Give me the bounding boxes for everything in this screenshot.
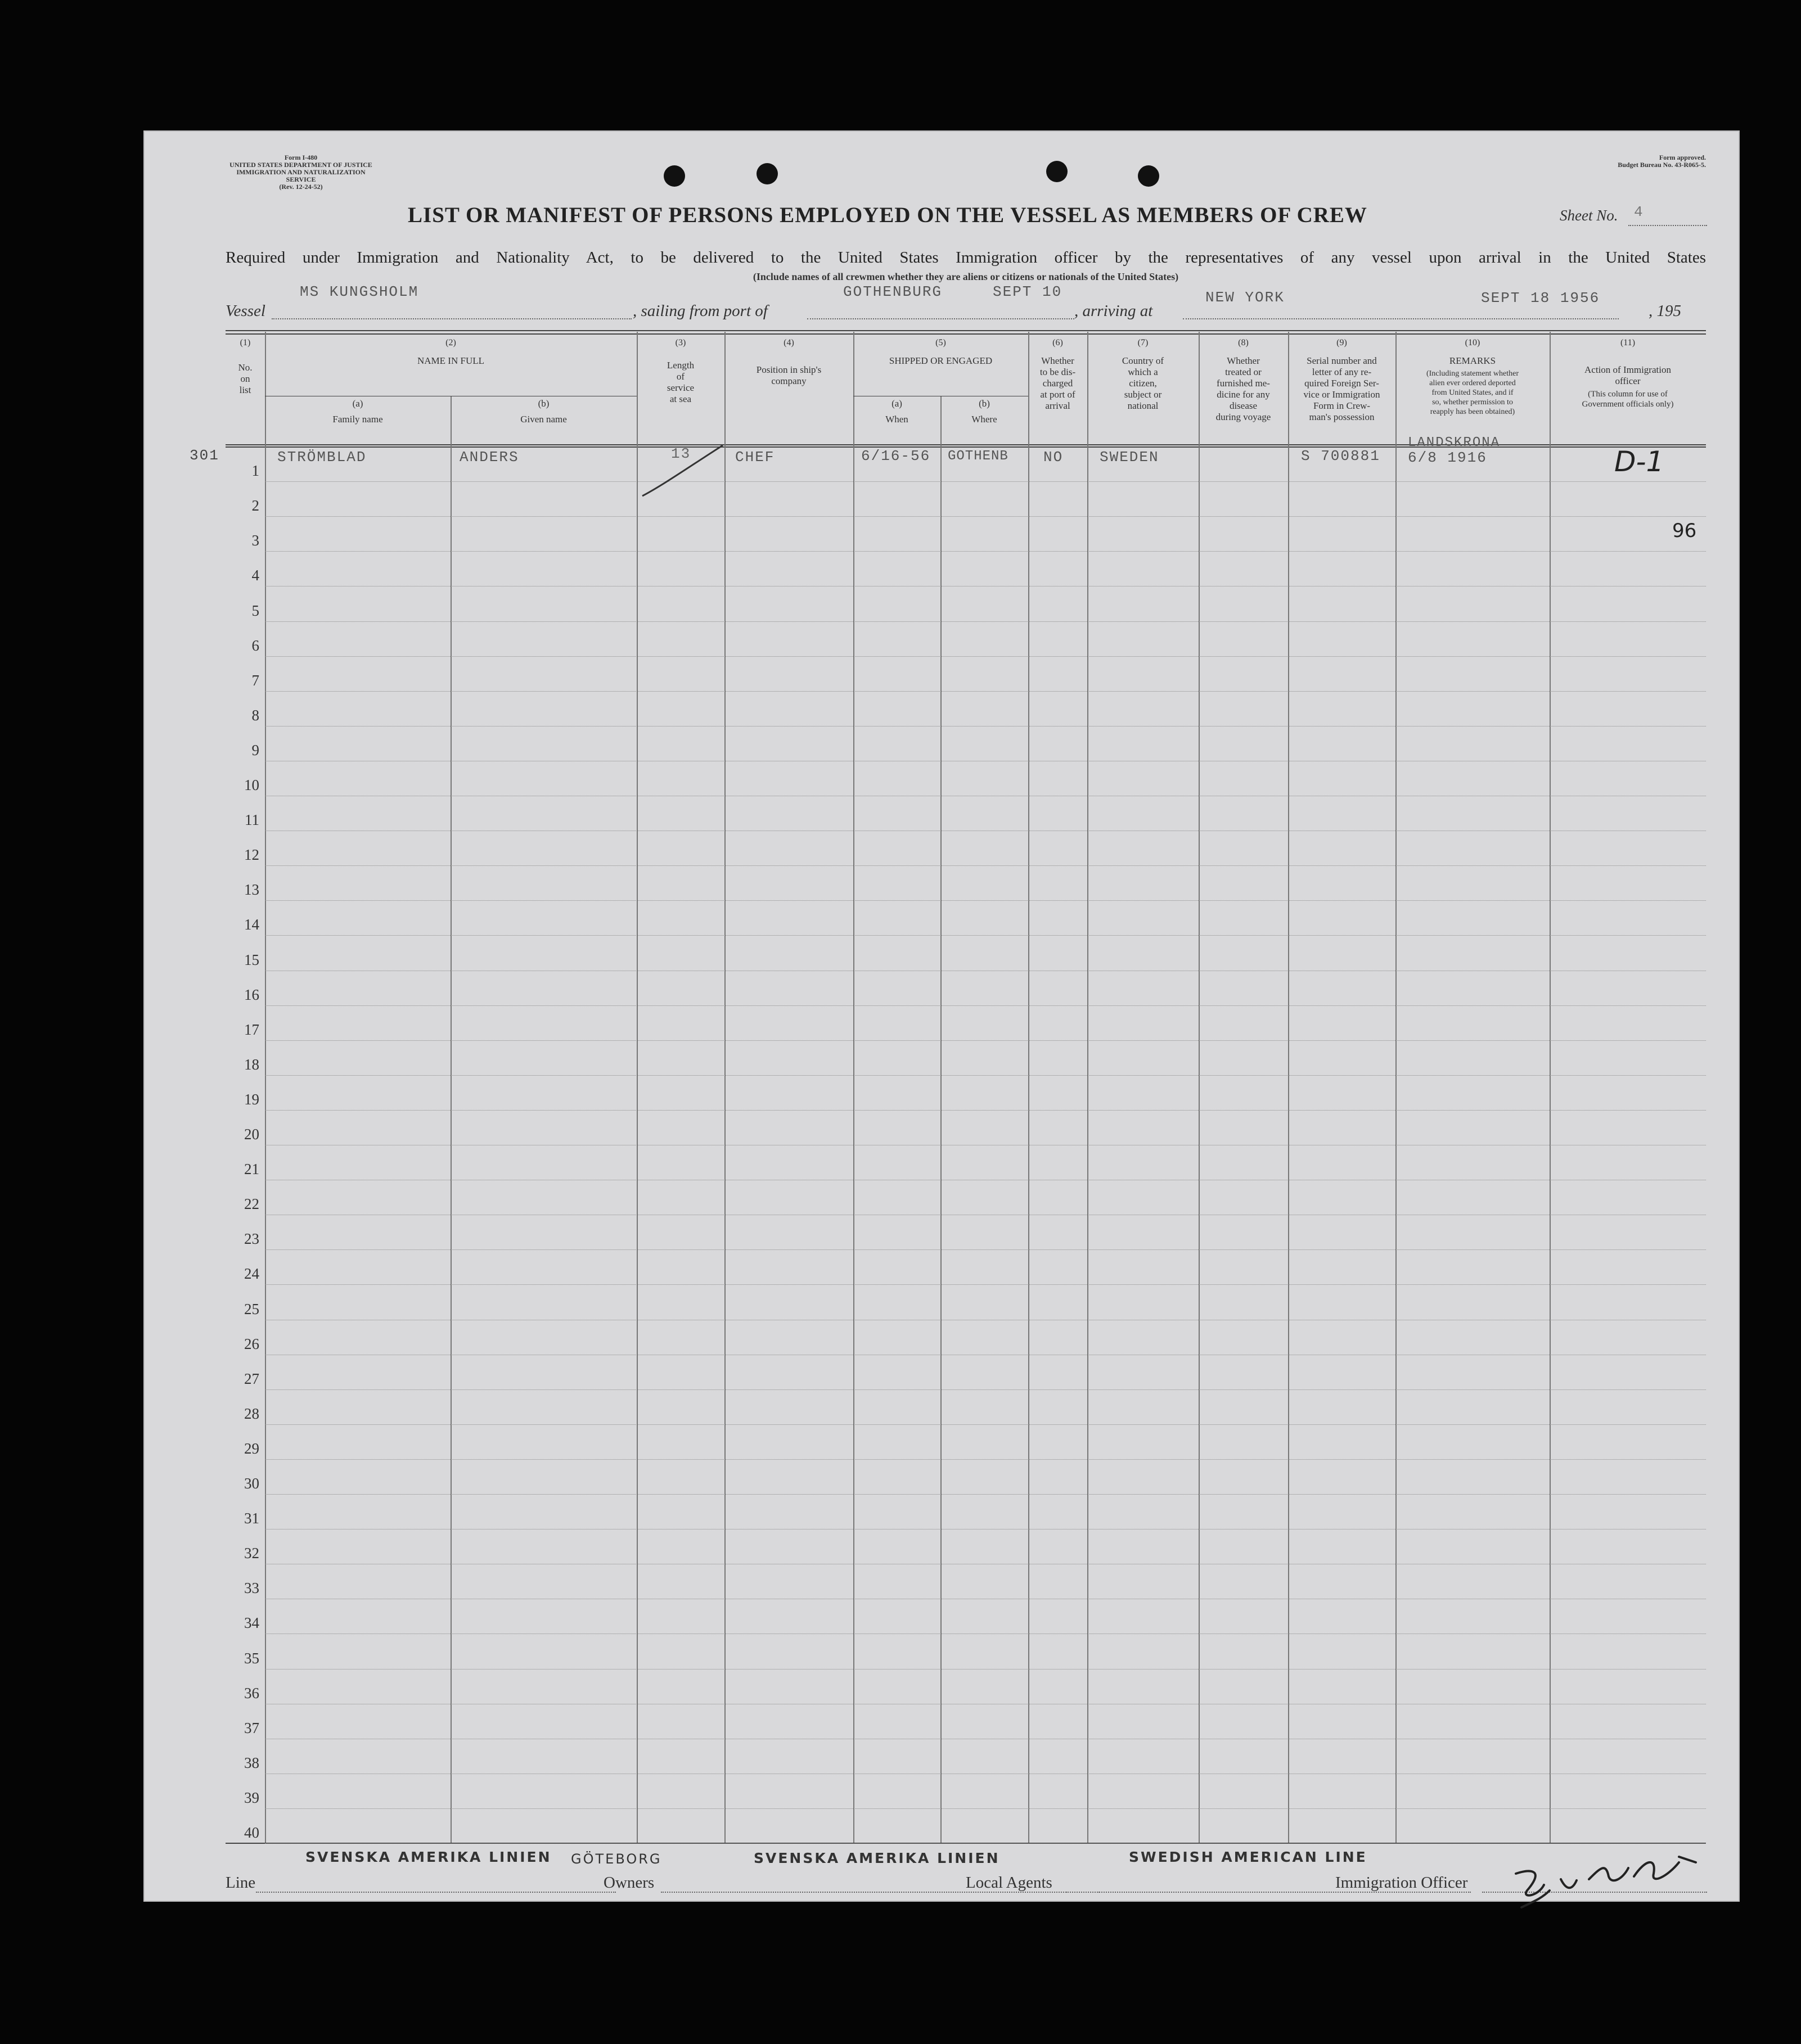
sailing-port: GOTHENBURG	[843, 283, 943, 300]
row-number: 32	[244, 1545, 259, 1562]
vessel-line	[272, 318, 632, 319]
year-suffix: , 195	[1649, 302, 1681, 320]
col8-number: (8)	[1238, 338, 1249, 348]
row-number: 1	[251, 462, 259, 480]
position-cell: CHEF	[735, 449, 775, 466]
row-number: 20	[244, 1126, 259, 1143]
discharged-cell: NO	[1043, 449, 1064, 466]
row-rule	[265, 1808, 1706, 1809]
col9-header	[1288, 337, 1395, 423]
col3-header	[637, 337, 724, 405]
col11-number: (11)	[1620, 338, 1636, 348]
immigration-officer-label: Immigration Officer	[1335, 1874, 1468, 1892]
row-number: 7	[251, 671, 259, 689]
row-number: 23	[244, 1230, 259, 1248]
margin-count: 96	[1672, 520, 1697, 542]
col4-label: Position in ship's company	[756, 364, 822, 386]
col5b-header	[940, 398, 1028, 425]
col5b-number: (b)	[979, 398, 990, 409]
table-top-rule	[226, 333, 1706, 335]
arriving-line	[1183, 318, 1619, 319]
margin-entry-number: 301	[190, 447, 219, 464]
col5-label: SHIPPED OR ENGAGED	[889, 355, 993, 366]
row-rule	[265, 691, 1706, 692]
row-number: 17	[244, 1021, 259, 1038]
row-number: 25	[244, 1300, 259, 1317]
row-number: 33	[244, 1580, 259, 1597]
row-number: 26	[244, 1335, 259, 1352]
column-divider	[451, 396, 452, 1843]
col2a-number: (a)	[352, 398, 363, 409]
page-title: LIST OR MANIFEST OF PERSONS EMPLOYED ON THE VESSEL AS MEMBERS OF CREW	[408, 203, 1367, 227]
col3-number: (3)	[675, 338, 686, 348]
row-rule	[265, 900, 1706, 901]
column-divider	[853, 332, 854, 1843]
row-rule	[265, 1424, 1706, 1425]
owners-label: Owners	[604, 1874, 655, 1892]
remarks-date-cell: 6/8 1916	[1408, 449, 1487, 466]
row-rule	[265, 726, 1706, 727]
col10-label: REMARKS	[1449, 355, 1496, 366]
column-divider	[940, 396, 942, 1843]
row-rule	[265, 1005, 1706, 1006]
sailing-date: SEPT 10	[993, 283, 1062, 300]
col8-header	[1199, 337, 1288, 423]
row-number: 18	[244, 1055, 259, 1073]
col1-label: No. on list	[238, 362, 253, 395]
vessel-name: MS KUNGSHOLM	[300, 283, 419, 300]
local-agents-label: Local Agents	[966, 1874, 1052, 1892]
row-number: 13	[244, 881, 259, 899]
col9-number: (9)	[1336, 338, 1347, 348]
col2-label: NAME IN FULL	[417, 355, 484, 366]
row-number: 38	[244, 1754, 259, 1771]
row-rule	[265, 935, 1706, 936]
row-rule	[265, 481, 1706, 482]
row-number: 27	[244, 1370, 259, 1387]
owners-value: SVENSKA AMERIKA LINIEN	[754, 1850, 1000, 1866]
row-number: 37	[244, 1719, 259, 1736]
col6-number: (6)	[1052, 338, 1063, 348]
row-rule	[265, 1040, 1706, 1041]
row-rule	[265, 516, 1706, 517]
punch-hole	[664, 165, 685, 187]
col1-number: (1)	[240, 338, 251, 348]
col5-header	[853, 337, 1028, 367]
row-rule	[265, 1110, 1706, 1111]
row-number: 2	[251, 497, 259, 515]
col6-label: Whether to be dis- charged at port of arrival	[1039, 355, 1076, 411]
column-divider	[1199, 332, 1200, 1843]
line-label: Line	[226, 1874, 256, 1892]
check-mark	[641, 440, 726, 499]
row-rule	[265, 1669, 1706, 1670]
manifest-sheet	[143, 130, 1740, 1902]
col7-label: Country of which a citizen, subject or national	[1122, 355, 1164, 411]
punch-hole	[757, 163, 778, 184]
col7-header	[1087, 337, 1199, 412]
col2-number: (2)	[445, 338, 456, 348]
col8-label: Whether treated or furnished me- dicine for any disease during voyage	[1215, 355, 1271, 422]
sailing-label: , sailing from port of	[633, 302, 768, 320]
remarks-place-cell: LANDSKRONA	[1408, 435, 1501, 450]
row-number: 19	[244, 1090, 259, 1108]
row-number: 24	[244, 1265, 259, 1283]
length-service-cell: 13	[671, 445, 691, 462]
shipped-where-cell: GOTHENB	[948, 449, 1008, 464]
punch-hole	[1046, 161, 1068, 182]
subtitle: Required under Immigration and Nationality Act, to be delivered to the United States Immigration officer by the representatives of any vessel upon arrival in the United States	[226, 249, 1706, 267]
row-number: 29	[244, 1440, 259, 1457]
column-divider	[1028, 332, 1029, 1843]
row-number: 28	[244, 1405, 259, 1422]
given-name-cell: ANDERS	[460, 449, 519, 466]
col2a-label: Family name	[332, 414, 383, 425]
family-name-cell: STRÖMBLAD	[277, 449, 367, 466]
col5a-label: When	[885, 414, 908, 425]
local-agents-value: SWEDISH AMERICAN LINE	[1129, 1849, 1367, 1865]
column-divider	[1550, 332, 1551, 1843]
col5-number: (5)	[935, 338, 946, 348]
officer-action-mark: D-1	[1614, 445, 1664, 478]
subtitle-note: (Include names of all crewmen whether they are aliens or citizens or nationals of the United States)	[753, 271, 1179, 282]
row-rule	[265, 1843, 1706, 1844]
col5a-number: (a)	[892, 398, 902, 409]
form-number-header: Form I-480 UNITED STATES DEPARTMENT OF JUSTICE IMMIGRATION AND NATURALIZATION SERVICE (Rev. 12-24-52)	[229, 154, 372, 191]
row-number: 5	[251, 602, 259, 619]
col5a-header	[853, 398, 940, 425]
column-divider	[1087, 332, 1088, 1843]
row-number: 22	[244, 1195, 259, 1213]
col1-header	[226, 337, 265, 396]
row-number: 39	[244, 1789, 259, 1806]
column-divider	[265, 332, 266, 1843]
sailing-line	[807, 318, 1074, 319]
row-rule	[265, 1389, 1706, 1390]
col4-header	[724, 337, 853, 387]
col10-number: (10)	[1465, 338, 1480, 348]
sheet-number-label: Sheet No.	[1560, 207, 1618, 224]
row-number: 8	[251, 706, 259, 724]
line-rule	[256, 1892, 616, 1893]
column-divider	[724, 332, 726, 1843]
row-number: 34	[244, 1614, 259, 1632]
row-rule	[265, 1284, 1706, 1285]
sheet-number-value: 4	[1634, 204, 1643, 220]
arriving-label: , arriving at	[1074, 302, 1153, 320]
col10-detail: (Including statement whether alien ever ordered deported from United States, and if so, whether permission to reapply has been obtained)	[1426, 369, 1519, 416]
col5b-label: Where	[971, 414, 997, 425]
owners-city: GÖTEBORG	[571, 1851, 662, 1867]
row-number: 6	[251, 637, 259, 654]
column-divider	[1395, 332, 1397, 1843]
budget-approval-header: Form approved. Budget Bureau No. 43-R065-5.	[1618, 154, 1706, 169]
col2-header	[265, 337, 637, 367]
column-divider	[1288, 332, 1289, 1843]
row-number: 3	[251, 532, 259, 549]
col11-detail: (This column for use of Government officials only)	[1582, 390, 1674, 409]
column-divider	[637, 332, 638, 1843]
col6-header	[1028, 337, 1087, 412]
col7-number: (7)	[1137, 338, 1149, 348]
row-rule	[265, 1075, 1706, 1076]
col2b-number: (b)	[538, 398, 550, 409]
col11-header	[1550, 337, 1706, 409]
row-number: 40	[244, 1824, 259, 1841]
arrival-date: SEPT 18 1956	[1481, 290, 1600, 306]
row-rule	[265, 1459, 1706, 1460]
row-number: 30	[244, 1475, 259, 1492]
col10-header	[1395, 337, 1550, 417]
row-rule	[265, 656, 1706, 657]
col4-number: (4)	[784, 338, 794, 348]
officer-signature	[1510, 1846, 1701, 1919]
row-number: 21	[244, 1161, 259, 1178]
row-number: 14	[244, 916, 259, 933]
row-number: 31	[244, 1510, 259, 1527]
punch-hole	[1138, 165, 1159, 187]
arriving-port: NEW YORK	[1205, 289, 1285, 306]
row-number: 11	[245, 811, 259, 829]
row-number: 36	[244, 1684, 259, 1702]
table-top-rule	[226, 330, 1706, 331]
col9-label: Serial number and letter of any re- quired Foreign Ser- vice or Immigration Form in Crew- man's possession	[1303, 355, 1380, 422]
shipped-when-cell: 6/16-56	[861, 448, 931, 464]
row-number: 10	[244, 777, 259, 793]
row-number: 15	[244, 951, 259, 968]
col2a-header	[265, 398, 451, 425]
row-rule	[265, 551, 1706, 552]
sheet-number-line	[1628, 225, 1707, 226]
row-number: 12	[244, 846, 259, 864]
row-number: 9	[251, 741, 259, 759]
col2b-header	[451, 398, 637, 425]
row-number: 4	[251, 567, 259, 584]
vessel-label: Vessel	[226, 302, 265, 320]
row-rule	[265, 865, 1706, 866]
row-number: 35	[244, 1649, 259, 1667]
col2b-label: Given name	[520, 414, 567, 425]
row-rule	[265, 621, 1706, 622]
row-number: 16	[244, 986, 259, 1003]
row-rule	[265, 1494, 1706, 1495]
serial-cell: S 700881	[1301, 448, 1380, 464]
col11-label: Action of Immigration officer	[1584, 364, 1671, 386]
country-cell: SWEDEN	[1100, 449, 1159, 466]
col3-label: Length of service at sea	[667, 360, 695, 404]
row-rule	[265, 1249, 1706, 1250]
line-value: SVENSKA AMERIKA LINIEN	[305, 1849, 552, 1865]
